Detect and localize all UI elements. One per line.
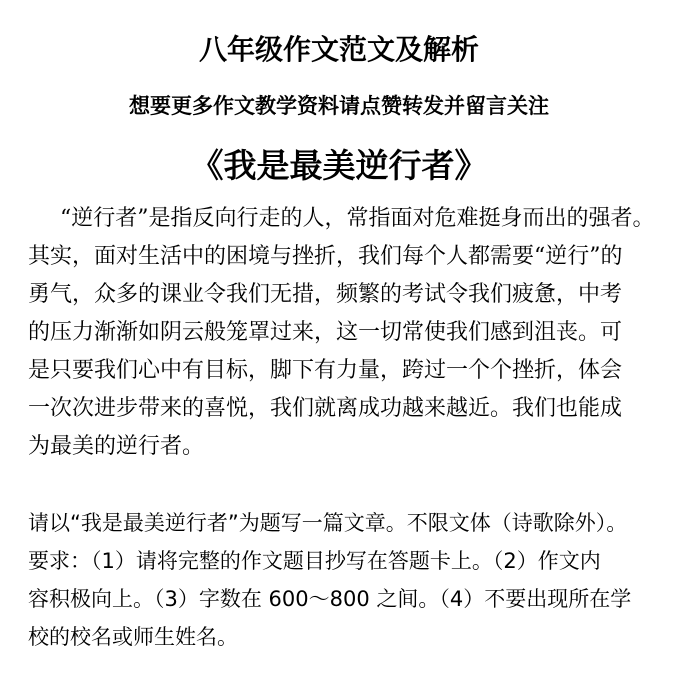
- intro-paragraph: [28, 200, 660, 466]
- requirement-paragraph: [28, 504, 660, 656]
- intro-line: 是只要我们心中有目标，脚下有力量，跨过一个个挫折，体会: [28, 358, 623, 383]
- intro-line: 的压力渐渐如阴云般笼罩过来，这一切常使我们感到沮丧。可: [28, 320, 623, 345]
- intro-line: 为最美的逆行者。: [28, 434, 205, 459]
- page-title: 八年级作文范文及解析: [198, 33, 479, 66]
- requirement-line: 请以“我是最美逆行者”为题写一篇文章。不限文体（诗歌除外）。: [28, 511, 628, 535]
- intro-line: 一次次进步带来的喜悦，我们就离成功越来越近。我们也能成: [28, 396, 623, 421]
- page-subtitle: 想要更多作文教学资料请点赞转发并留言关注: [129, 94, 549, 118]
- intro-line: 勇气，众多的课业令我们无措，频繁的考试令我们疲惫，中考: [28, 282, 623, 307]
- essay-title: 《我是最美逆行者》: [190, 146, 488, 185]
- requirement-line: 容积极向上。（3）字数在 600～800 之间。（4）不要出现所在学: [28, 587, 632, 611]
- intro-line: “逆行者”是指反向行走的人，常指面对危难挺身而出的强者。: [60, 206, 655, 231]
- intro-line: 其实，面对生活中的困境与挫折，我们每个人都需要“逆行”的: [28, 244, 623, 269]
- requirement-line: 校的校名或师生姓名。: [28, 625, 238, 649]
- requirement-line: 要求：（1）请将完整的作文题目抄写在答题卡上。（2）作文内: [28, 549, 601, 573]
